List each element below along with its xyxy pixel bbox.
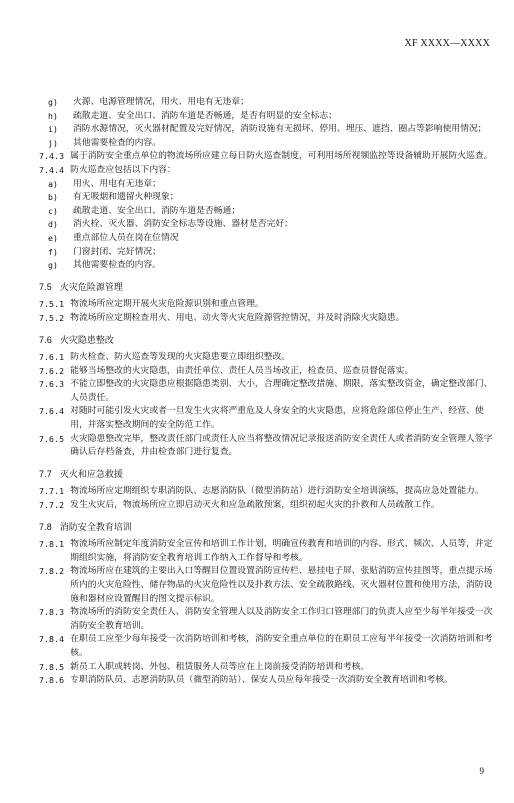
clause-number: 7.5.1 [39,299,65,310]
clause-text: 其他需要检查的内容。 [73,137,161,148]
clause-number: 7.6.2 [39,365,65,376]
list-item-marker: c) [47,205,59,216]
clause-text: 在职员工应至少每年接受一次消防培训和考核，消防安全重点单位的在职员工应每半年接受一次消防培训和考核。 [70,634,493,658]
clause-number: 7.6.5 [39,433,65,444]
clause-number: 7.6.3 [39,379,65,390]
list-item [39,205,496,219]
clause-number: 7.8.3 [39,607,65,618]
clause-text: 用火、用电有无违章； [73,178,161,189]
clause [39,606,496,633]
list-item [39,246,496,260]
section-title: 火灾隐患整改 [59,334,114,345]
clause-number: 7.6.1 [39,352,65,363]
section-heading [39,468,496,482]
list-item [39,96,496,110]
clause-number: 7.4.3 [39,151,65,162]
clause-number: 7.4.4 [39,164,65,175]
clause [39,485,496,499]
clause-number: 7.7.1 [39,486,65,497]
clause-text: 属于消防安全重点单位的物流场所应建立每日防火巡查制度，可利用场所视频监控等设备辅助开展防火巡查。 [70,151,493,162]
clause-number: 7.5 [39,281,52,292]
clause-text: 物流场所应制定年度消防安全宣传和培训工作计划，明确宣传教育和培训的内容、形式、频次、人员等，并定期组织实施，将消防安全教育培训工作纳入工作督导和考核。 [70,539,493,563]
section-heading [39,334,496,348]
list-item [39,218,496,232]
clause-text: 消火栓、灭火器、消防安全标志等设施、器材是否完好； [73,219,293,230]
clause-text: 物流场所应定期检查用火、用电、动火等火灾危险源管控情况，并及时消除火灾隐患。 [70,312,405,323]
clause-number: 7.8.6 [39,675,65,686]
standard-code-header: XF XXXX—XXXX [404,38,490,49]
section-title: 火灾危险源管理 [59,281,123,292]
clause [39,661,496,675]
clause-number: 7.8.2 [39,566,65,577]
clause [39,433,496,460]
list-item-marker: g) [47,97,59,107]
clause-text: 不能立即整改的火灾隐患应根据隐患类别、大小，合理确定整改措施、期限，落实整改资金，确定整改部门、人员责任。 [70,379,493,403]
clause-number: 7.8.5 [39,661,65,672]
list-item [39,191,496,205]
list-item-marker: g) [47,260,59,271]
clause-text: 发生火灾后，物流场所应立即启动灭火和应急疏散预案，组织初起火灾的扑救和人员疏散工作。 [70,500,440,511]
clause-text: 物流场所应在建筑的主要出入口等醒目位置设置消防宣传栏、悬挂电子屏、张贴消防宣传挂图等，重点提示场所内的火灾危险性、储存物品的火灾危险性以及扑救方法、安全疏散路线、灭火器材位置和使用方法，消防设施和器材应设置醒目的图文提示标识。 [70,566,493,604]
clause-text: 新员工入职或转岗、外包、租赁服务人员等应在上岗前接受消防培训和考核。 [70,661,370,672]
clause [39,312,496,326]
clause-number: 7.6.4 [39,406,65,417]
clause [39,565,496,606]
clause-number: 7.7.2 [39,500,65,511]
list-item [39,259,496,273]
clause-text: 专职消防队员、志愿消防队员（微型消防站）、保安人员应每年接受一次消防安全教育培训和考核。 [70,675,453,686]
clause-text: 对随时可能引发火灾或者一旦发生火灾将严重危及人身安全的火灾隐患，应将危险部位停止生产、经营、使用，并落实整改期间的安全防范工作。 [70,406,484,431]
clause-text: 物流场所应定期开展火灾危险源识别和重点管理。 [70,299,264,310]
list-item-marker: e) [47,232,59,243]
clause-number: 7.8 [39,521,52,532]
list-item-marker: h) [47,110,59,121]
clause-text: 物流场所应定期组织专职消防队、志愿消防队（微型消防站）进行消防安全培训演练，提高应急处置能力。 [70,486,484,497]
clause-text: 火灾隐患整改完毕，整改责任部门或责任人应当将整改情况记录报送消防安全责任人或者消防安全管理人签字确认后存档备查，并由检查部门进行复查。 [70,433,493,458]
clause-text: 门窗封闭、完好情况； [73,246,161,257]
clause-number: 7.6 [39,334,52,345]
section-title: 灭火和应急救援 [59,468,123,479]
clause [39,164,496,178]
section-heading [39,281,496,295]
clause [39,499,496,513]
clause-number: 7.8.4 [39,634,65,645]
list-item [39,137,496,151]
clause [39,538,496,565]
clause-text: 防火巡查应包括以下内容： [70,164,176,175]
clause-text: 重点部位人员在岗在位情况 [73,232,179,243]
list-item-marker: f) [47,246,59,257]
list-item [39,110,496,124]
clause [39,365,496,379]
list-item [39,123,496,137]
section-title: 消防安全教育培训 [59,521,132,532]
clause [39,298,496,312]
clause-text: 有无吸烟和遗留火种现象； [73,192,179,203]
clause-number: 7.7 [39,468,52,479]
clause-text: 火源、电源管理情况，用火、用电有无违章； [73,97,249,107]
page-number: 9 [479,766,484,776]
clause-text: 能够当场整改的火灾隐患，由责任单位、责任人员当场改正，检查员、巡查员督促落实。 [70,365,414,376]
clause [39,378,496,405]
clause-text: 疏散走道、安全出口、消防车道是否畅通，是否有明显的安全标志； [73,110,337,121]
clause [39,633,496,660]
list-item [39,232,496,246]
list-item-marker: a) [47,178,59,189]
clause-number: 7.5.2 [39,312,65,323]
list-item-marker: j) [47,137,59,148]
clause-number: 7.8.1 [39,539,65,550]
section-heading [39,521,496,535]
clause [39,150,496,164]
clause-text: 物流场所的消防安全责任人、消防安全管理人以及消防安全工作归口管理部门的负责人应至少每半年接受一次消防安全教育培训。 [70,607,493,631]
clause-text: 其他需要检查的内容。 [73,260,161,271]
clause [39,405,496,432]
list-item [39,178,496,192]
list-item-marker: b) [47,192,59,203]
list-item-marker: d) [47,219,59,230]
clause [39,674,496,688]
clause-text: 防火检查、防火巡查等发现的火灾隐患要立即组织整改。 [70,352,291,363]
clause-text: 消防水源情况，灭火器材配置及完好情况，消防设施有无损坏、停用、埋压、遮挡、圈占等影响使用情况； [73,124,487,135]
document-body [39,96,496,688]
clause [39,351,496,365]
clause-text: 疏散走道、安全出口、消防车道是否畅通； [73,205,241,216]
list-item-marker: i) [47,124,59,135]
